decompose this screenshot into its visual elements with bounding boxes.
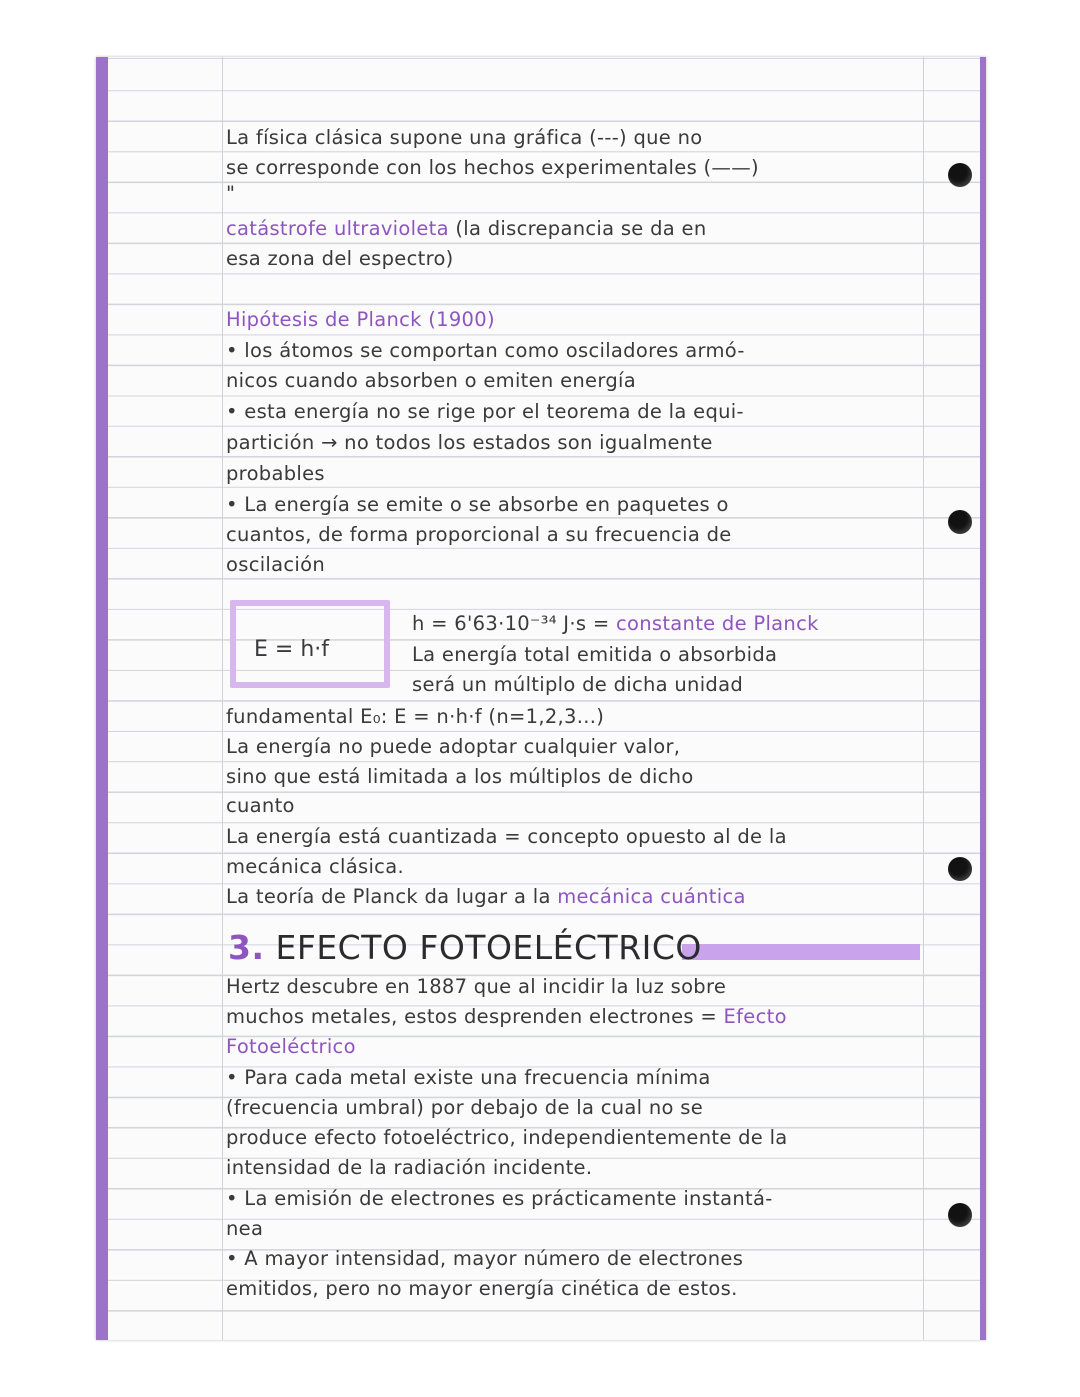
subheading: Hipótesis de Planck (1900) [226,308,495,331]
margin-line-left [222,57,223,1340]
section-heading [228,924,702,972]
text-line: probables [226,462,325,485]
text-line: nicos cuando absorben o emiten energía [226,369,636,392]
text-line: " [226,182,236,205]
text-line: • La emisión de electrones es prácticamente instantá- [226,1187,773,1210]
text-line: • esta energía no se rige por el teorema de la equi- [226,400,744,423]
text-line: Hertz descubre en 1887 que al incidir la luz sobre [226,975,727,998]
text-line: (frecuencia umbral) por debajo de la cual no se [226,1096,704,1119]
formula: E = h·f [254,637,330,662]
margin-line-right [923,57,924,1340]
highlight-term: catástrofe ultravioleta [226,217,449,240]
text-line: h = 6'63·10⁻³⁴ J·s = constante de Planck [412,612,819,635]
notebook-page [96,57,986,1340]
text-line: La energía está cuantizada = concepto opuesto al de la [226,825,787,848]
text-line: se corresponde con los hechos experimentales (——) [226,156,759,179]
text-line: cuanto [226,794,295,817]
text-line: • los átomos se comportan como osciladores armó- [226,339,745,362]
text-line: oscilación [226,553,326,576]
text-line: La energía total emitida o absorbida [412,643,778,666]
text-line: • Para cada metal existe una frecuencia mínima [226,1066,711,1089]
text-line: será un múltiplo de dicha unidad [412,673,744,696]
section-number: 3. [228,928,265,967]
text-line: catástrofe ultravioleta (la discrepancia se da en [226,217,707,240]
highlight-term: Fotoeléctrico [226,1035,356,1058]
heading-highlight-bar [682,944,920,960]
text-line: muchos metales, estos desprenden electrones = Efecto [226,1005,787,1028]
text-line: mecánica clásica. [226,855,404,878]
binder-hole-4 [948,1203,972,1227]
text-line: partición → no todos los estados son igualmente [226,431,713,454]
text-line: • La energía se emite o se absorbe en paquetes o [226,493,729,516]
binder-hole-2 [948,510,972,534]
text-line: La teoría de Planck da lugar a la mecánica cuántica [226,885,746,908]
text-line: esa zona del espectro) [226,247,454,270]
text-line: fundamental E₀: E = n·h·f (n=1,2,3...) [226,705,605,728]
highlight-term: mecánica cuántica [557,885,746,908]
text-line: sino que está limitada a los múltiplos de dicho [226,765,694,788]
text-line: La energía no puede adoptar cualquier valor, [226,735,681,758]
text-line: produce efecto fotoeléctrico, independientemente de la [226,1126,788,1149]
page-left-border [96,57,108,1340]
highlight-term: Efecto [723,1005,787,1028]
text-line: • A mayor intensidad, mayor número de electrones [226,1247,744,1270]
highlight-term: constante de Planck [615,612,819,635]
binder-hole-3 [948,857,972,881]
text-line: La física clásica supone una gráfica (---) que no [226,126,703,149]
binder-hole-1 [948,163,972,187]
text-line: cuantos, de forma proporcional a su frecuencia de [226,523,732,546]
text-line: intensidad de la radiación incidente. [226,1156,593,1179]
text-line: nea [226,1217,264,1240]
text-line: emitidos, pero no mayor energía cinética de estos. [226,1277,738,1300]
page-right-border [980,57,986,1340]
section-title: EFECTO FOTOELÉCTRICO [264,928,702,967]
